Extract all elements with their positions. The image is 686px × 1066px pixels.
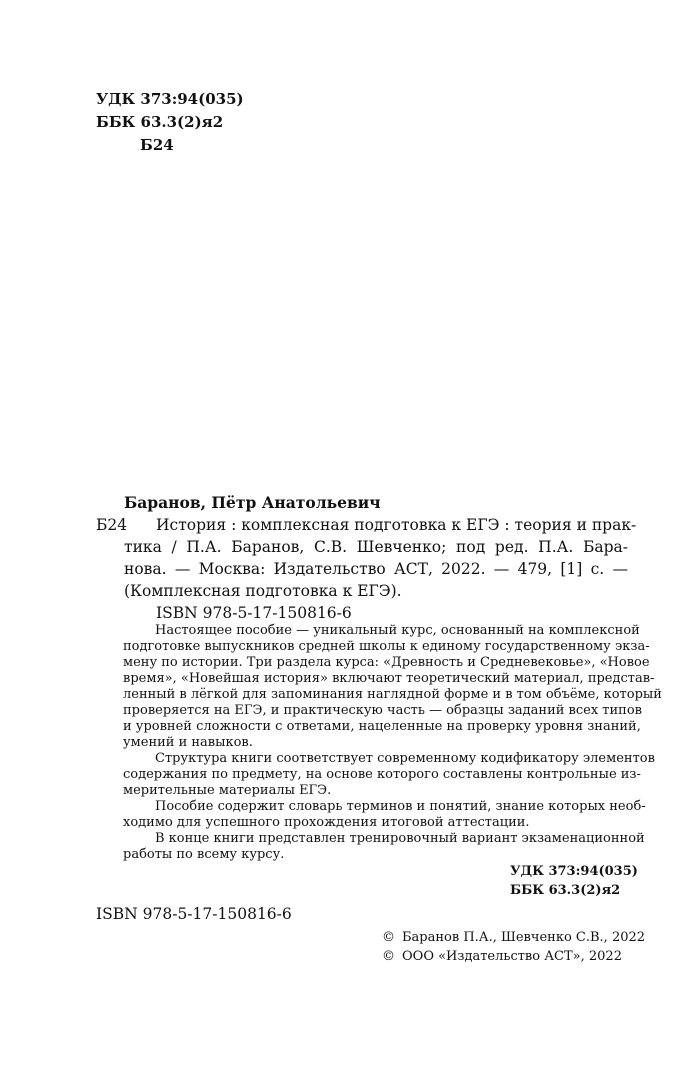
copyright-symbol: © xyxy=(382,930,395,945)
author-heading: Баранов, Пётр Анатольевич xyxy=(124,493,381,512)
abstract-line-15: работы по всему курсу. xyxy=(123,847,285,862)
copyright-symbol: © xyxy=(382,949,395,964)
abstract-line-8: умений и навыков. xyxy=(123,735,253,750)
udk-code-bottom: УДК 373:94(035) xyxy=(510,864,638,879)
abstract-line-9: Структура книги соответствует современному кодификатору элементов xyxy=(155,751,655,766)
copyright-publisher: ООО «Издательство АСТ», 2022 xyxy=(402,949,622,964)
abstract-line-3: мену по истории. Три раздела курса: «Древность и Средневековье», «Новое xyxy=(123,655,650,670)
author-mark-top: Б24 xyxy=(140,136,174,154)
udk-code-top: УДК 373:94(035) xyxy=(96,90,244,108)
abstract-line-5: ленный в лёгкой для запоминания наглядной форме и в том объёме, который xyxy=(123,687,662,702)
bib-line-3: нова. — Москва: Издательство АСТ, 2022. — 479, [1] с. — xyxy=(124,560,628,578)
abstract-line-2: подготовке выпускников средней школы к единому государственному экза- xyxy=(123,639,650,654)
abstract-line-10: содержания по предмету, на основе которого составлены контрольные из- xyxy=(123,767,641,782)
bib-line-1: История : комплексная подготовка к ЕГЭ : теория и прак- xyxy=(156,516,637,534)
bib-line-2: тика / П.А. Баранов, С.В. Шевченко; под ред. П.А. Бара- xyxy=(124,538,628,556)
abstract-line-1: Настоящее пособие — уникальный курс, основанный на комплексной xyxy=(155,623,640,638)
abstract-line-6: проверяется на ЕГЭ, и практическую часть — образцы заданий всех типов xyxy=(123,703,642,718)
copyright-line-1 xyxy=(382,928,645,947)
bbk-code-top: ББК 63.3(2)я2 xyxy=(96,113,224,131)
abstract-line-14: В конце книги представлен тренировочный вариант экзаменационной xyxy=(155,831,645,846)
abstract-line-4: время», «Новейшая история» включают теоретический материал, представ- xyxy=(123,671,655,686)
isbn-bottom: ISBN 978-5-17-150816-6 xyxy=(96,905,292,923)
abstract-line-13: ходимо для успешного прохождения итоговой аттестации. xyxy=(123,815,530,830)
bbk-code-bottom: ББК 63.3(2)я2 xyxy=(510,883,621,898)
author-mark: Б24 xyxy=(96,516,128,534)
isbn-record: ISBN 978-5-17-150816-6 xyxy=(156,604,352,622)
abstract-line-11: мерительные материалы ЕГЭ. xyxy=(123,783,332,798)
abstract-line-12: Пособие содержит словарь терминов и понятий, знание которых необ- xyxy=(155,799,646,814)
copyright-authors: Баранов П.А., Шевченко С.В., 2022 xyxy=(402,930,646,945)
abstract-line-7: и уровней сложности с ответами, нацеленные на проверку уровня знаний, xyxy=(123,719,641,734)
copyright-line-2 xyxy=(382,947,622,966)
bib-line-4: (Комплексная подготовка к ЕГЭ). xyxy=(124,582,402,600)
